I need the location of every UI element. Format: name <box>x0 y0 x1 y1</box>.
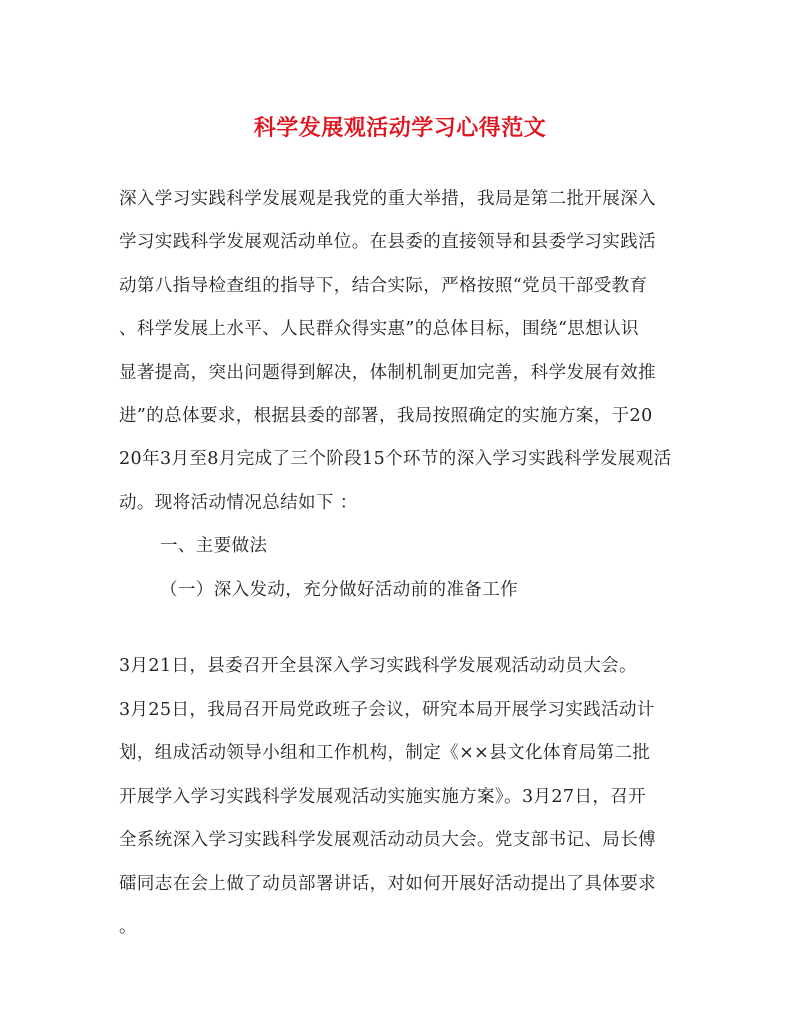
subsection-heading: （一）深入发动，充分做好活动前的准备工作 <box>160 580 518 600</box>
paragraph-line: 进”的总体要求，根据县委的部署，我局按照确定的实施方案，于20 <box>119 406 653 426</box>
paragraph-line: 、科学发展上水平、人民群众得实惠”的总体目标，围绕“思想认识 <box>119 319 639 339</box>
paragraph-line: 全系统深入学习实践科学发展观活动动员大会。党支部书记、局长傅 <box>119 830 656 850</box>
paragraph-line: 开展学入学习实践科学发展观活动实施实施方案》。3月27日，召开 <box>119 787 647 807</box>
paragraph-line: 学习实践科学发展观活动单位。在县委的直接领导和县委学习实践活 <box>119 232 656 252</box>
paragraph-line: 20年3月至8月完成了三个阶段15个环节的深入学习实践科学发展观活 <box>119 449 672 469</box>
paragraph-line: 深入学习实践科学发展观是我党的重大举措，我局是第二批开展深入 <box>119 189 656 209</box>
paragraph-line: 。 <box>119 917 137 937</box>
document-title: 科学发展观活动学习心得范文 <box>253 115 547 141</box>
paragraph-line: 显著提高，突出问题得到解决，体制机制更加完善，科学发展有效推 <box>119 363 656 383</box>
section-heading: 一、主要做法 <box>160 536 268 556</box>
paragraph-line: 动第八指导检查组的指导下，结合实际，严格按照“党员干部受教育 <box>119 276 648 296</box>
paragraph-line: 动。现将活动情况总结如下 ： <box>119 493 358 513</box>
paragraph-line: 3月21日，县委召开全县深入学习实践科学发展观活动动员大会。 <box>119 656 637 676</box>
paragraph-line: 礌同志在会上做了动员部署讲话，对如何开展好活动提出了具体要求 <box>119 874 656 894</box>
paragraph-line: 3月25日，我局召开局党政班子会议，研究本局开展学习实践活动计 <box>119 700 655 720</box>
paragraph-line: 划，组成活动领导小组和工作机构，制定《××县文化体育局第二批 <box>119 743 651 763</box>
